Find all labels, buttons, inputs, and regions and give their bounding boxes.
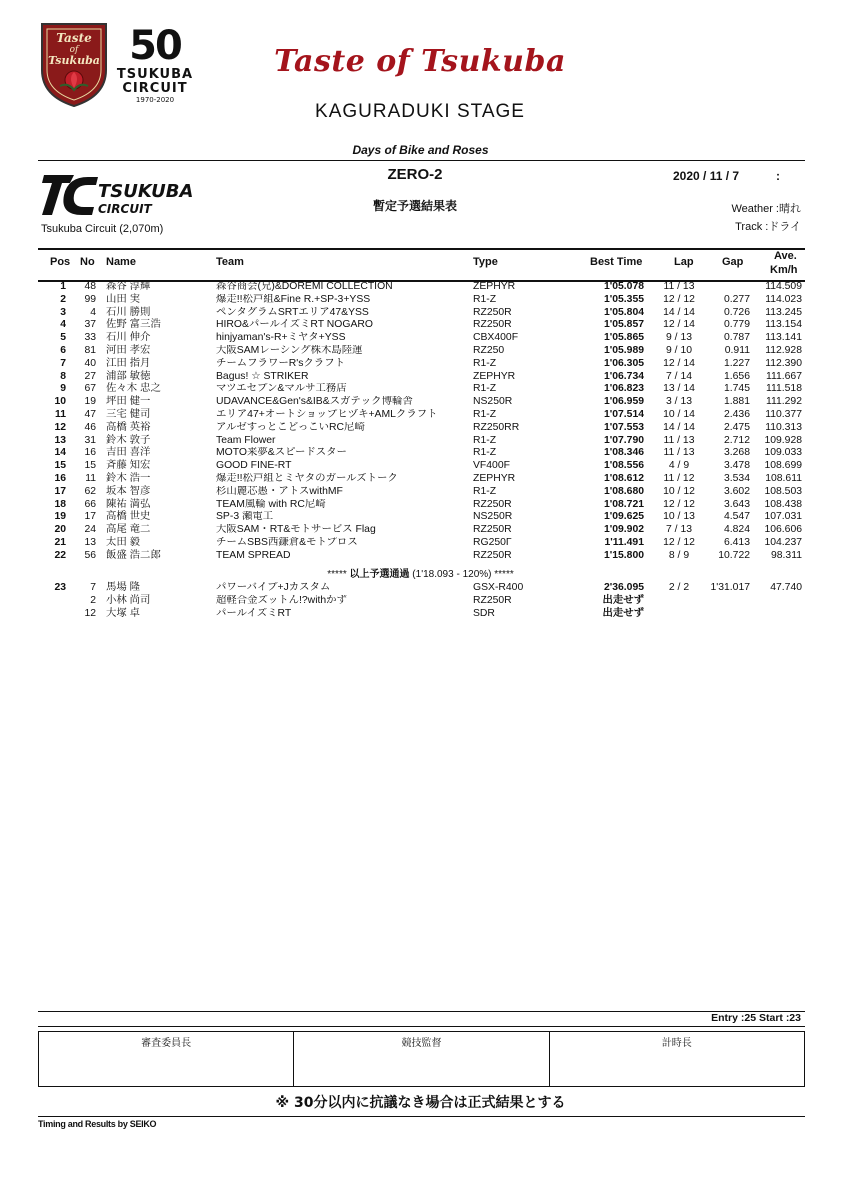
col-team: Team [216,256,244,268]
taste-of-tsukuba-shield-logo [38,20,110,108]
cell-no: 66 [84,498,96,510]
col-pos: Pos [50,256,71,268]
cell-no: 56 [84,549,96,561]
cell-best: 1'05.857 [603,319,644,331]
cell-gap: 1'31.017 [710,582,750,593]
cell-type: R1-Z [473,293,497,305]
shield-text-1: Taste [56,31,92,45]
result-row [38,511,805,524]
stage-title: KAGURADUKI STAGE [315,101,525,122]
cell-type: RZ250 [473,344,505,356]
cell-lap: 9 / 10 [666,344,692,356]
results-table [38,281,805,563]
cell-type: ZEPHYR [473,281,516,292]
cell-ave: 112.928 [765,344,802,356]
cell-name: 三宅 健司 [106,408,151,420]
cell-lap: 11 / 13 [663,447,695,459]
tsukuba-50th-anniversary-logo [115,24,195,120]
cell-type: NS250R [473,511,513,523]
cell-lap: 12 / 14 [663,319,695,331]
results-table-non-qualified [38,582,805,620]
result-row [38,281,805,294]
result-row [38,550,805,563]
cell-lap: 11 / 13 [663,281,695,292]
cell-gap: 6.413 [723,536,750,548]
col-gap: Gap [722,256,744,268]
circuit-info: Tsukuba Circuit (2,070m) [41,223,164,235]
cell-best: 1'11.491 [604,536,644,548]
result-row [38,422,805,435]
cell-name: 石川 勝則 [106,306,151,318]
result-row [38,608,805,621]
cell-name: 陳祐 満弘 [106,498,151,510]
cell-best: 1'05.804 [603,306,644,318]
cell-pos: 19 [54,511,66,523]
cell-name: 鈴木 浩一 [106,472,151,484]
cell-no: 17 [84,511,96,523]
cell-gap: 3.268 [723,447,750,459]
cell-lap: 10 / 14 [663,408,695,420]
cell-ave: 47.740 [770,582,802,593]
cell-best: 1'05.078 [603,281,644,292]
cell-ave: 110.313 [765,421,802,433]
cell-name: 高橋 英裕 [106,421,151,433]
col-no: No [80,256,95,268]
cell-pos: 23 [54,582,66,593]
result-row [38,383,805,396]
cell-team: 爆走!!松戸組&Fine R.+SP-3+YSS [216,293,371,305]
cell-ave: 106.606 [764,524,802,536]
result-row [38,319,805,332]
cell-name: 石川 伸介 [106,332,151,344]
cell-lap: 10 / 12 [663,485,695,497]
cell-name: 佐野 富三浩 [106,319,161,331]
result-row [38,460,805,473]
cell-type: NS250R [473,396,513,408]
cutoff-label: 以上予選通過 [349,569,410,580]
cell-name: 浦部 敏徳 [106,370,151,382]
shield-text-3: Tsukuba [48,54,100,67]
cell-gap: 0.911 [724,344,750,356]
cell-team: hinjyaman's-R+ミヤタ+YSS [216,332,346,344]
cell-no: 46 [84,421,96,433]
cell-team: アルゼすっとこどっこいRC尼崎 [216,421,365,433]
cell-pos: 17 [54,485,66,497]
cell-no: 33 [84,332,96,344]
cell-name: 森谷 淳輝 [106,281,151,292]
cell-pos: 14 [54,447,66,459]
cell-gap: 1.227 [723,357,750,369]
cell-best: 1'06.734 [603,370,644,382]
cell-gap: 1.656 [723,370,750,382]
result-row [38,486,805,499]
cell-gap: 4.547 [723,511,750,523]
cell-team: Bagus! ☆ STRIKER [216,370,309,382]
cell-ave: 111.518 [765,383,802,395]
cell-name: 大塚 卓 [106,607,141,619]
cell-name: 馬場 隆 [106,582,141,593]
cell-pos: 22 [54,549,66,561]
result-row [38,396,805,409]
result-title: 暫定予選結果表 [372,199,457,213]
result-row [38,595,805,608]
tsukuba-circuit-logo [40,171,215,219]
cell-team: パールイズミRT [216,607,292,619]
cell-no: 62 [84,485,96,497]
date-colon: : [776,169,780,183]
cutoff-suffix: ***** [494,569,514,580]
cell-type: ZEPHYR [473,472,516,484]
cell-pos: 1 [60,281,66,292]
result-row [38,409,805,422]
result-row [38,371,805,384]
cell-best: 1'09.902 [603,524,644,536]
event-title: Taste of Tsukuba [274,44,566,79]
tc-logo-text-1: TSUKUBA [98,181,194,202]
result-row [38,345,805,358]
cell-type: R1-Z [473,485,497,497]
cell-gap: 0.787 [723,332,750,344]
result-row [38,499,805,512]
cell-gap: 3.602 [723,485,750,497]
cell-no: 24 [84,524,96,536]
cell-type: RZ250R [473,594,512,606]
cell-pos: 15 [54,460,66,472]
cell-best: 1'07.553 [603,421,644,433]
result-row [38,358,805,371]
cell-best: 出走せず [602,594,644,606]
cell-pos: 9 [60,383,66,395]
header-rule [38,160,805,161]
cell-lap: 3 / 13 [666,396,692,408]
signature-box [38,1031,805,1087]
cell-best: 1'05.989 [603,344,644,356]
cell-name: 佐々木 忠之 [106,383,161,395]
sign-cell-judge [39,1032,294,1086]
cell-lap: 12 / 14 [663,357,695,369]
cell-no: 40 [84,357,96,369]
cell-no: 15 [84,460,96,472]
cell-pos: 4 [60,319,66,331]
cell-type: CBX400F [473,332,519,344]
cell-team: チームSBS西鎌倉&モトプロス [216,536,358,548]
cell-gap: 1.881 [723,396,750,408]
sign-label-director: 競技監督 [401,1038,442,1049]
result-row [38,294,805,307]
protest-notice: ※ 30分以内に抗議なき場合は正式結果とする [275,1095,566,1111]
anniv-line2: CIRCUIT [122,81,188,96]
cell-ave: 113.154 [765,319,802,331]
cell-gap: 4.824 [723,524,750,536]
cell-type: RZ250R [473,498,512,510]
cell-name: 高尾 竜二 [106,524,151,536]
tc-logo-text-2: CIRCUIT [98,202,152,216]
cell-ave: 109.928 [764,434,802,446]
cell-name: 吉田 喜洋 [106,447,151,459]
cell-best: 1'08.721 [603,498,644,510]
cell-ave: 108.438 [764,498,802,510]
anniv-line1: TSUKUBA [116,67,194,82]
cell-ave: 111.667 [765,370,802,382]
cell-lap: 14 / 14 [663,306,695,318]
cell-gap: 2.712 [723,434,750,446]
cell-gap: 0.726 [723,306,750,318]
cell-name: 江田 指月 [106,357,151,369]
cell-best: 1'09.625 [603,511,644,523]
cell-gap: 0.277 [723,293,750,305]
cell-ave: 114.023 [765,293,802,305]
cell-best: 1'08.556 [603,460,644,472]
sign-label-judge: 審査委員長 [141,1038,192,1049]
cell-no: 19 [84,396,96,408]
cell-no: 37 [84,319,96,331]
cell-best: 1'08.680 [603,485,644,497]
cell-gap: 3.478 [723,460,750,472]
cell-gap: 2.436 [723,408,750,420]
cell-best: 1'05.355 [603,293,644,305]
cell-type: R1-Z [473,408,497,420]
cell-best: 1'08.612 [603,472,644,484]
cell-no: 31 [84,434,96,446]
sign-cell-timekeeper [550,1032,804,1086]
result-row [38,524,805,537]
cell-best: 出走せず [602,607,644,619]
cell-pos: 21 [54,536,66,548]
entry-start-count: Entry :25 Start :23 [711,1012,801,1024]
col-type: Type [473,256,498,268]
cell-pos: 2 [60,293,66,305]
cell-type: R1-Z [473,383,497,395]
cell-team: チームフラワーR'sクラフト [216,357,345,369]
cell-name: 高橋 世史 [106,511,151,523]
cell-type: SDR [473,607,495,619]
cell-pos: 6 [60,344,66,356]
cell-type: RZ250R [473,319,512,331]
cell-best: 1'07.514 [603,408,644,420]
cell-ave: 104.237 [764,536,802,548]
cell-ave: 112.390 [765,357,802,369]
cell-lap: 7 / 14 [666,370,692,382]
cell-lap: 2 / 2 [668,582,690,593]
cell-pos: 20 [54,524,66,536]
cell-lap: 9 / 13 [666,332,692,344]
cell-team: 杉山麗芯愚・アトスwithMF [216,485,343,497]
cell-type: R1-Z [473,357,497,369]
cell-name: 山田 実 [106,293,141,305]
results-header [38,248,805,282]
cell-no: 16 [84,447,96,459]
cutoff-detail: (1'18.093 - 120%) [412,569,492,580]
result-row [38,332,805,345]
cell-team: TEAM風輪 with RC尼崎 [216,498,326,510]
cell-no: 99 [84,293,96,305]
col-best: Best Time [590,256,643,268]
cell-ave: 109.033 [764,447,802,459]
cell-best: 1'08.346 [603,447,644,459]
cell-team: 大阪SAM・RT&モトサービス Flag [216,524,376,536]
cell-no: 47 [84,408,96,420]
sign-cell-director [294,1032,549,1086]
cell-ave: 111.292 [765,396,802,408]
cell-lap: 8 / 9 [668,549,690,561]
cell-name: 坪田 健一 [106,396,151,408]
cell-lap: 10 / 13 [663,511,695,523]
shield-text-2: of [69,45,79,55]
cell-name: 斉藤 知宏 [106,460,151,472]
col-lap: Lap [674,256,694,268]
cell-pos: 3 [60,306,66,318]
cell-no: 2 [90,594,96,606]
cell-gap: 3.643 [723,498,750,510]
cell-no: 7 [90,582,96,593]
timing-credit: Timing and Results by SEIKO [38,1119,157,1129]
cell-type: R1-Z [473,447,497,459]
cell-type: RZ250RR [473,421,520,433]
col-ave-unit: Km/h [770,264,798,276]
cell-gap: 3.534 [723,472,750,484]
cell-type: R1-Z [473,434,497,446]
cell-ave: 108.503 [764,485,802,497]
cell-name: 小林 尚司 [106,594,151,606]
cell-team: HIRO&パールイズミRT NOGARO [216,319,373,331]
cell-name: 飯盛 浩二郎 [106,549,161,561]
cell-team: 超軽合金ズットん!?withかず [216,594,347,606]
cell-team: エリア47+オートショップヒヅキ+AMLクラフト [216,408,438,420]
cell-gap: 1.745 [723,383,750,395]
cell-best: 1'06.959 [603,396,644,408]
cell-best: 1'07.790 [603,434,644,446]
cell-team: UDAVANCE&Gen's&IB&スガテック博輪舎 [216,396,413,408]
cell-no: 11 [85,472,96,484]
cell-lap: 11 / 13 [663,434,695,446]
cell-pos: 18 [54,498,66,510]
cell-team: 爆走!!松戸組とミヤタのガールズトーク [216,472,398,484]
cell-pos: 8 [60,370,66,382]
cell-best: 1'06.823 [603,383,644,395]
anniv-years: 1970-2020 [135,96,175,104]
cell-pos: 10 [54,396,66,408]
cell-name: 河田 孝宏 [106,344,151,356]
cell-best: 1'05.865 [603,332,644,344]
cell-no: 27 [84,370,96,382]
entry-summary-bar [38,1011,805,1027]
cell-type: ZEPHYR [473,370,516,382]
cell-lap: 14 / 14 [663,421,695,433]
cell-type: VF400F [473,460,510,472]
cell-team: MOTO来夢&スピードスター [216,447,347,459]
cell-name: 太田 毅 [106,536,141,548]
cell-ave: 114.509 [765,281,802,292]
cell-type: RG250Γ [473,536,512,548]
result-row [38,435,805,448]
cell-lap: 4 / 9 [668,460,690,472]
cell-no: 48 [84,281,96,292]
cell-pos: 16 [54,472,66,484]
cell-gap: 0.779 [723,319,750,331]
event-date: 2020 / 11 / 7 [673,169,740,183]
col-name: Name [106,256,136,268]
cell-lap: 12 / 12 [663,293,695,305]
cell-type: RZ250R [473,306,512,318]
cell-gap: 10.722 [718,549,750,561]
cell-team: ペンタグラムSRTエリア47&YSS [216,306,369,318]
class-name: ZERO-2 [387,166,443,183]
cell-ave: 113.245 [765,306,802,318]
cell-ave: 108.611 [765,472,802,484]
cell-ave: 108.699 [764,460,802,472]
cell-ave: 113.141 [765,332,802,344]
cell-pos: 11 [55,408,66,420]
cell-best: 1'15.800 [603,549,644,561]
cell-lap: 12 / 12 [663,498,695,510]
tagline: Days of Bike and Roses [352,143,489,157]
cell-best: 1'06.305 [603,357,644,369]
cell-type: RZ250R [473,549,512,561]
cell-best: 2'36.095 [603,582,644,593]
anniv-number: 50 [129,23,181,69]
cell-no: 12 [84,607,96,619]
cell-pos: 5 [60,332,66,344]
cell-no: 13 [84,536,96,548]
cell-team: 森谷商会(兄)&DOREMI COLLECTION [216,281,393,292]
cell-lap: 13 / 14 [663,383,695,395]
cell-team: 大阪SAMレーシング株木島陸運 [216,344,363,356]
weather: Weather :晴れ [731,203,801,215]
cell-team: TEAM SPREAD [216,549,291,561]
cell-type: RZ250R [473,524,512,536]
qualifying-cutoff-line [0,565,841,580]
cell-pos: 7 [60,357,66,369]
result-row [38,473,805,486]
cell-ave: 107.031 [764,511,802,523]
cell-team: パワーバイブ+Jカスタム [216,582,331,593]
col-ave: Ave. [774,250,797,262]
cell-ave: 98.311 [770,549,802,561]
cell-no: 67 [84,383,96,395]
cell-team: SP-3 瀬電工 [216,511,274,523]
result-row [38,582,805,595]
cell-gap: 2.475 [723,421,750,433]
cell-lap: 7 / 13 [666,524,692,536]
cell-no: 4 [90,306,96,318]
cell-name: 坂本 智彦 [106,485,151,497]
cell-ave: 110.377 [765,408,802,420]
result-row [38,447,805,460]
result-row [38,537,805,550]
track-condition: Track :ドライ [735,221,801,233]
sign-label-timekeeper: 計時長 [661,1038,692,1049]
cell-team: マツエセブン&マルサ工務店 [216,383,347,395]
cell-name: 鈴木 敦子 [106,434,151,446]
cell-type: GSX-R400 [473,582,524,593]
cell-lap: 12 / 12 [663,536,695,548]
cutoff-prefix: ***** [327,569,347,580]
cell-no: 81 [84,344,96,356]
cell-team: Team Flower [216,434,276,446]
cell-team: GOOD FINE-RT [216,460,292,472]
cell-lap: 11 / 12 [663,472,695,484]
bottom-rule [38,1116,805,1117]
result-row [38,307,805,320]
cell-pos: 13 [54,434,66,446]
cell-pos: 12 [54,421,66,433]
